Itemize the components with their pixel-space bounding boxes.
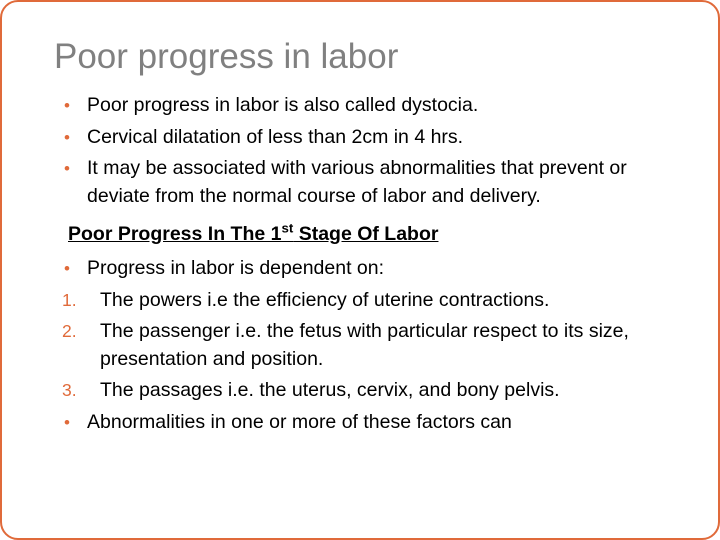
bullet-list-intro [54,92,688,210]
bullet-marker-icon: • [64,127,70,147]
list-item [54,409,688,437]
list-item [54,124,688,152]
section-heading [68,221,438,248]
list-item-text: The passenger i.e. the fetus with particular respect to its size, presentation and position. [100,320,629,370]
list-item-text: Cervical dilatation of less than 2cm in 4 hrs. [87,125,464,148]
section-heading-superscript: st [281,220,294,236]
section-heading-suffix: Stage Of Labor [293,223,439,245]
list-item-text: The powers i.e the efficiency of uterine contractions. [100,288,550,311]
list-number: 3. [62,380,77,400]
bullet-marker-icon: • [64,259,70,278]
slide-content [54,36,688,538]
bullet-marker-icon: • [64,159,70,178]
list-number: 1. [62,289,77,310]
page-title: Poor progress in labor [54,37,399,76]
list-item [54,377,688,405]
list-item-text: It may be associated with various abnormalities that prevent or deviate from the normal course of labor and delivery. [87,157,627,207]
section-heading-wrapper [54,214,688,255]
list-item [54,318,688,373]
bullet-list-dependencies [54,255,688,283]
list-item [54,92,688,120]
list-item [54,287,688,315]
list-item [54,255,688,283]
list-item-text: Progress in labor is dependent on: [87,257,385,279]
bullet-marker-icon: • [64,96,70,115]
list-number: 2. [62,321,77,341]
bullet-marker-icon: • [64,412,70,432]
list-item [54,155,688,210]
bullet-list-continued [54,409,688,441]
list-item-text: Abnormalities in one or more of these factors can [87,410,512,433]
numbered-list-factors [54,287,688,405]
list-item-text: The passages i.e. the uterus, cervix, and bony pelvis. [100,379,560,401]
section-heading-prefix: Poor Progress In The 1 [68,223,282,245]
list-item-text: Poor progress in labor is also called dystocia. [87,94,479,116]
